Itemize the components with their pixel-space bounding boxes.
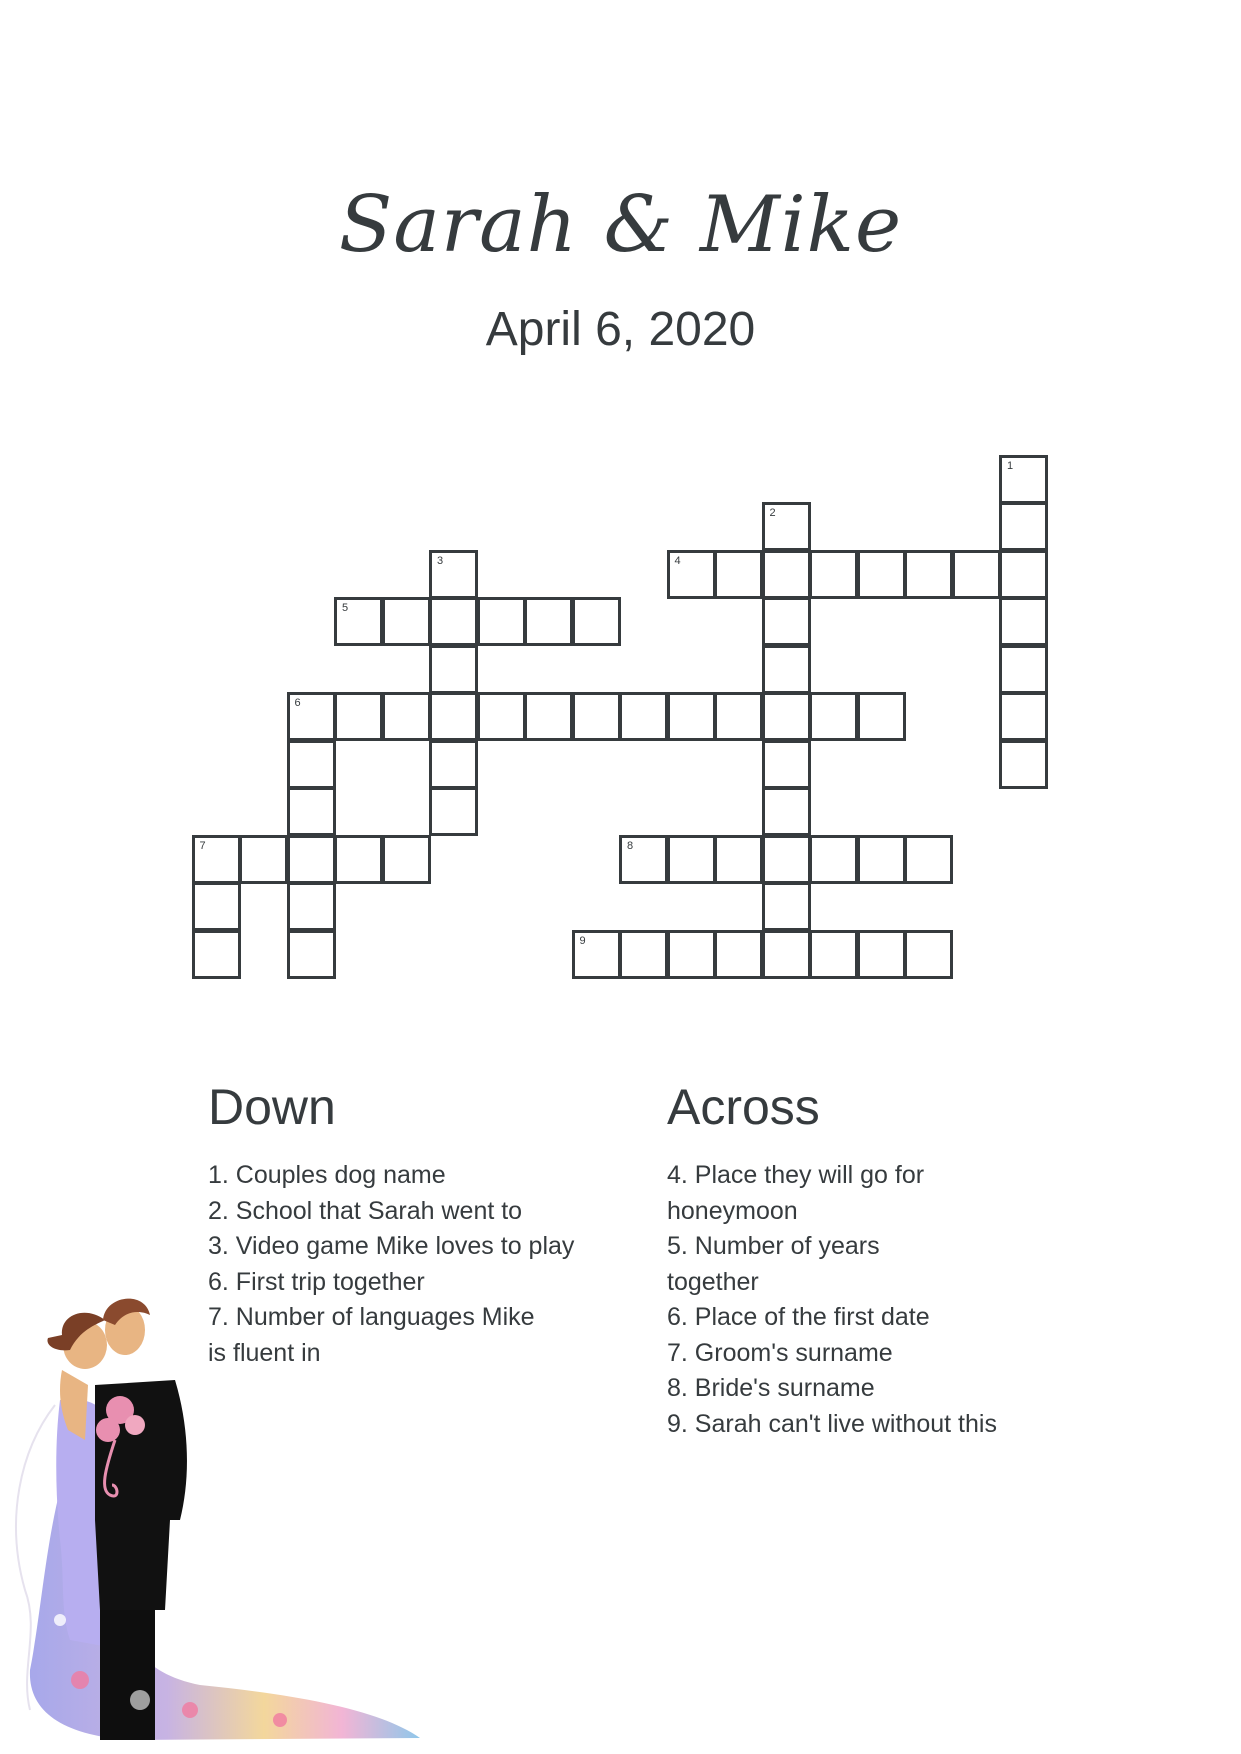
crossword-cell[interactable] (762, 835, 811, 884)
crossword-cell[interactable] (429, 550, 478, 599)
across-clue: 9. Sarah can't live without this (667, 1409, 997, 1438)
across-clue: 4. Place they will go for honeymoon (667, 1161, 925, 1225)
down-clue: 1. Couples dog name (208, 1161, 446, 1189)
crossword-cell[interactable] (667, 550, 716, 599)
crossword-cell[interactable] (572, 930, 621, 979)
crossword-cell[interactable] (857, 550, 906, 599)
clue-number: 5 (342, 602, 349, 614)
crossword-cell[interactable] (999, 455, 1048, 504)
crossword-cell[interactable] (762, 882, 811, 931)
crossword-cell[interactable] (334, 692, 383, 741)
crossword-cell[interactable] (429, 740, 478, 789)
crossword-cell[interactable] (667, 930, 716, 979)
crossword-cell[interactable] (287, 882, 336, 931)
crossword-cell[interactable] (239, 835, 288, 884)
clue-number: 7 (199, 839, 206, 852)
crossword-cell[interactable] (382, 835, 431, 884)
across-clue: 5. Number of years together (667, 1232, 880, 1296)
across-clue: 6. Place of the first date (667, 1303, 930, 1331)
crossword-cell[interactable] (809, 930, 858, 979)
crossword-cell[interactable] (524, 597, 573, 646)
crossword-cell[interactable] (904, 550, 953, 599)
crossword-cell[interactable] (857, 930, 906, 979)
crossword-cell[interactable] (714, 692, 763, 741)
crossword-cell[interactable] (334, 835, 383, 884)
crossword-cell[interactable] (714, 835, 763, 884)
down-clue: 6. First trip together (208, 1267, 425, 1296)
crossword-cell[interactable] (429, 597, 478, 646)
crossword-cell[interactable] (572, 692, 621, 741)
crossword-cell[interactable] (952, 550, 1001, 599)
across-clue-list (667, 1158, 1007, 1442)
crossword-cell[interactable] (287, 930, 336, 979)
clue-number: 1 (1007, 459, 1014, 472)
crossword-cell[interactable] (382, 597, 431, 646)
crossword-cell[interactable] (762, 550, 811, 599)
crossword-cell[interactable] (524, 692, 573, 741)
crossword-cell[interactable] (904, 835, 953, 884)
crossword-cell[interactable] (334, 597, 383, 646)
across-heading: Across (667, 1079, 820, 1135)
crossword-cell[interactable] (762, 740, 811, 789)
crossword-cell[interactable] (714, 550, 763, 599)
crossword-cell[interactable] (762, 645, 811, 694)
crossword-cell[interactable] (999, 502, 1048, 551)
down-heading: Down (208, 1079, 336, 1135)
clue-number: 4 (674, 554, 681, 567)
clue-number: 9 (579, 934, 586, 947)
crossword-cell[interactable] (429, 645, 478, 694)
crossword-cell[interactable] (999, 692, 1048, 741)
crossword-cell[interactable] (762, 597, 811, 646)
wedding-date: April 6, 2020 (485, 303, 756, 356)
crossword-cell[interactable] (809, 692, 858, 741)
crossword-cell[interactable] (999, 740, 1048, 789)
crossword-grid (193, 456, 1053, 986)
crossword-cell[interactable] (667, 835, 716, 884)
crossword-cell[interactable] (287, 787, 336, 836)
crossword-cell[interactable] (762, 502, 811, 551)
couple-names-title: Sarah & Mike (338, 180, 903, 270)
crossword-cell[interactable] (192, 882, 241, 931)
crossword-cell[interactable] (999, 645, 1048, 694)
crossword-cell[interactable] (429, 692, 478, 741)
clue-number: 6 (294, 697, 301, 709)
bride-and-groom-illustration (0, 1290, 430, 1750)
crossword-cell[interactable] (429, 787, 478, 836)
crossword-cell[interactable] (287, 740, 336, 789)
crossword-cell[interactable] (477, 692, 526, 741)
crossword-cell[interactable] (999, 550, 1048, 599)
clue-number: 8 (627, 839, 634, 852)
crossword-cell[interactable] (619, 930, 668, 979)
crossword-cell[interactable] (762, 930, 811, 979)
crossword-cell[interactable] (572, 597, 621, 646)
clue-number: 2 (769, 507, 776, 519)
crossword-cell[interactable] (857, 835, 906, 884)
down-clue: 2. School that Sarah went to (208, 1196, 523, 1225)
crossword-cell[interactable] (287, 692, 336, 741)
crossword-cell[interactable] (287, 835, 336, 884)
crossword-cell[interactable] (999, 597, 1048, 646)
down-clue: 3. Video game Mike loves to play (208, 1232, 575, 1260)
crossword-cell[interactable] (809, 835, 858, 884)
crossword-cell[interactable] (619, 835, 668, 884)
crossword-cell[interactable] (809, 550, 858, 599)
crossword-cell[interactable] (904, 930, 953, 979)
crossword-cell[interactable] (192, 930, 241, 979)
crossword-cell[interactable] (762, 787, 811, 836)
crossword-cell[interactable] (382, 692, 431, 741)
crossword-cell[interactable] (667, 692, 716, 741)
crossword-cell[interactable] (192, 835, 241, 884)
across-clue: 7. Groom's surname (667, 1338, 893, 1367)
crossword-cell[interactable] (477, 597, 526, 646)
clue-number: 3 (437, 554, 444, 567)
crossword-cell[interactable] (714, 930, 763, 979)
crossword-cell[interactable] (857, 692, 906, 741)
across-clue: 8. Bride's surname (667, 1374, 875, 1402)
crossword-cell[interactable] (762, 692, 811, 741)
crossword-cell[interactable] (619, 692, 668, 741)
down-clue: 7. Number of languages Mike is fluent in (208, 1303, 535, 1367)
